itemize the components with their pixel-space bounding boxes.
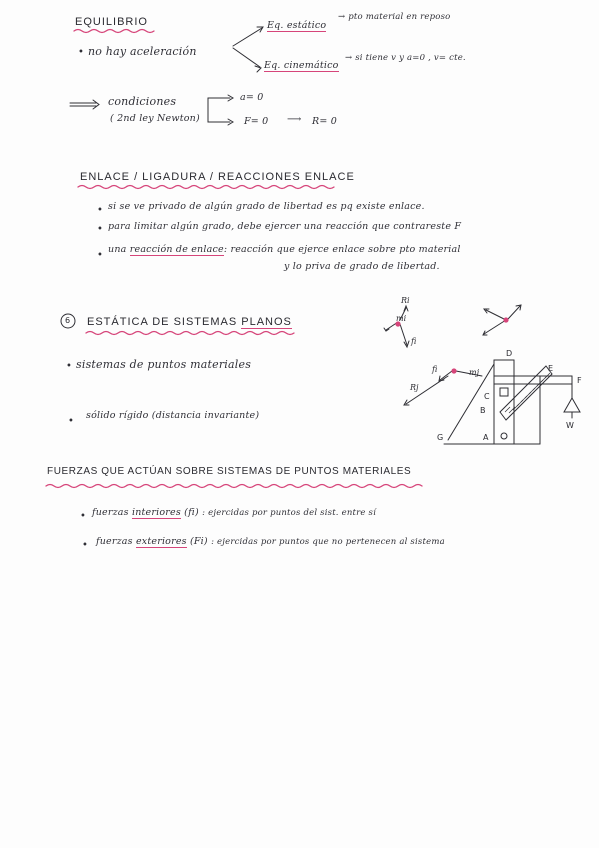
- label-fi: fi: [411, 337, 417, 346]
- section-title-fuerzas: FUERZAS QUE ACTÚAN SOBRE SISTEMAS DE PUNTOS MATERIALES: [47, 466, 412, 477]
- eq-cinematico-label: [264, 60, 339, 71]
- fuerzas-interiores-symbol: (fi): [184, 507, 199, 518]
- reaccion-de-enlace-term: reacción de enlace: [129, 244, 224, 255]
- fuerzas-interiores-desc: : ejercidas por puntos del sist. entre sí: [202, 508, 377, 518]
- enlace-bullet-3-line2: y lo priva de grado de libertad.: [284, 261, 440, 272]
- bullet-icon: •: [97, 205, 103, 216]
- section-title-enlace: ENLACE / LIGADURA / REACCIONES ENLACE: [80, 171, 355, 183]
- bullet-icon: •: [97, 250, 103, 261]
- bullet-icon: •: [80, 511, 86, 522]
- equilibrio-bullet: no hay aceleración: [88, 45, 197, 58]
- enlace-bullet-1: si se ve privado de algún grado de libertad es pq existe enlace.: [108, 201, 425, 212]
- label-Rj: Rj: [410, 383, 419, 392]
- fuerzas-exteriores-prefix: fuerzas: [96, 536, 133, 547]
- eq-estatico-desc: → pto material en reposo: [338, 12, 451, 22]
- section-number: 6: [65, 316, 71, 325]
- label-fi-2: fi: [432, 365, 438, 374]
- enlace-bullet-2: para limitar algún grado, debe ejercer una reacción que contrareste F: [108, 221, 462, 232]
- section-title-estatica: [87, 316, 292, 328]
- label-A: A: [483, 433, 489, 442]
- fuerzas-bullet-1: [92, 507, 376, 518]
- fuerzas-interiores-prefix: fuerzas: [92, 507, 129, 518]
- label-W: W: [566, 421, 574, 430]
- eq-cinematico-desc: → si tiene v y a=0 , v= cte.: [345, 53, 466, 63]
- estatica-bullet-1: sistemas de puntos materiales: [76, 358, 252, 371]
- fuerzas-exteriores-term: exteriores: [135, 536, 187, 547]
- section-title-equilibrio: EQUILIBRIO: [75, 16, 148, 28]
- fuerzas-exteriores-symbol: (Fi): [189, 536, 208, 547]
- label-G: G: [437, 433, 444, 442]
- fuerzas-exteriores-desc: : ejercidas por puntos que no pertenecen al sistema: [211, 537, 445, 547]
- label-mj: mj: [469, 368, 480, 377]
- fuerzas-interiores-term: interiores: [131, 507, 181, 518]
- cond-r: R= 0: [312, 116, 337, 127]
- enlace-bullet-3-rest: : reacción que ejerce enlace sobre pto material: [223, 244, 461, 255]
- enlace-bullet-3-prefix: una: [108, 244, 127, 255]
- enlace-bullet-3: [108, 244, 461, 255]
- condiciones-label: condiciones: [108, 95, 177, 108]
- eq-cinematico-text: Eq. cinemático: [264, 60, 339, 71]
- estatica-title-planos: PLANOS: [241, 316, 292, 328]
- label-F: F: [577, 376, 582, 385]
- estatica-bullet-2: sólido rígido (distancia invariante): [86, 410, 260, 421]
- estatica-title-prefix: ESTÁTICA DE SISTEMAS: [87, 316, 238, 328]
- label-B: B: [480, 406, 486, 415]
- arrow-right-icon: ⟶: [287, 114, 302, 125]
- bullet-icon: •: [78, 47, 84, 58]
- label-D: D: [506, 349, 513, 358]
- label-E: E: [548, 364, 554, 373]
- cond-f: F= 0: [244, 116, 269, 127]
- label-mi: mi: [396, 314, 407, 323]
- label-Ri: Ri: [401, 296, 410, 305]
- cond-a: a= 0: [240, 92, 264, 103]
- fuerzas-bullet-2: [96, 536, 445, 547]
- newton-label: ( 2nd ley Newton): [110, 113, 200, 124]
- bullet-icon: •: [97, 224, 103, 235]
- bullet-icon: •: [68, 416, 74, 427]
- label-C: C: [484, 392, 490, 401]
- bullet-icon: •: [82, 540, 88, 551]
- eq-estatico-label: Eq. estático: [267, 20, 327, 31]
- bullet-icon: •: [66, 361, 72, 372]
